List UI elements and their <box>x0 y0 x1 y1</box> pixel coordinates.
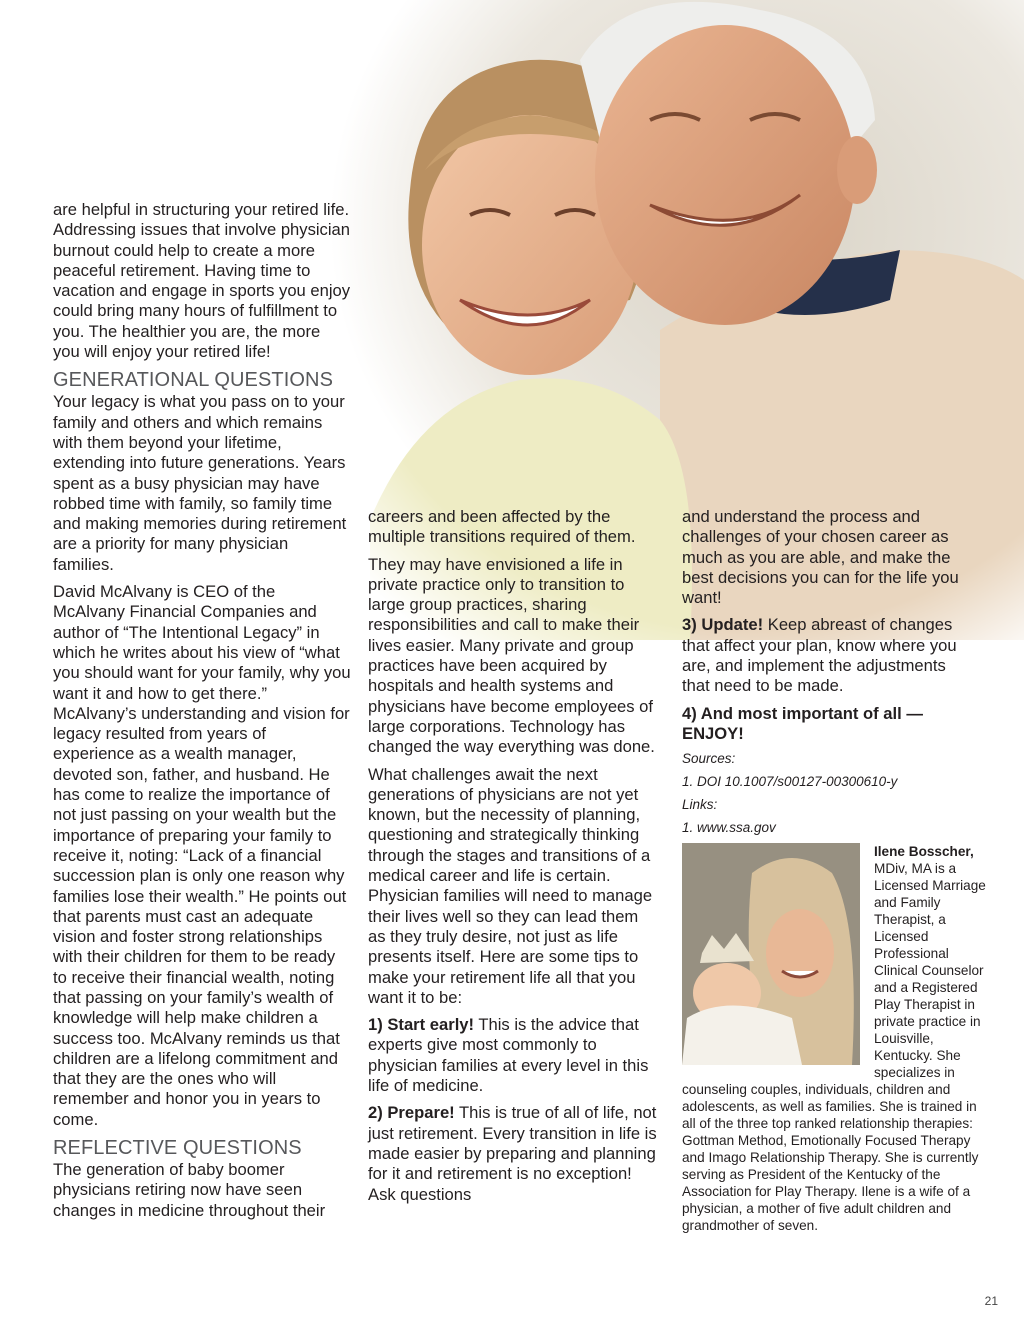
links-label: Links: <box>682 797 718 813</box>
author-name: Ilene Bosscher, <box>874 844 974 859</box>
sources-block <box>682 751 972 836</box>
author-bio-text: MDiv, MA is a Licensed Marriage and Family Therapist, a Licensed Professional Clinical Counselor and a Registered Play Therapist in private practice in Louisville, Kentucky. She specializes in counseling couples, individuals, children and adolescents, as well as families. She is trained in all of the three top ranked relationship therapies: Gottman Method, Emotionally Focused Therapy and Imago Relationship Therapy. She is currently serving as President of the Kentucky of the Association for Play Therapy. Ilene is a wife of a physician, a mother of five adult children and grandmother of seven. <box>682 861 986 1233</box>
source-1: 1. DOI 10.1007/s00127-00300610-y <box>682 774 898 790</box>
column2-paragraph-3: What challenges await the next generations of physicians are not yet known, but the necessity of planning, questioning and strategically thinking through the stages and transitions of a medical career and life is certain. Physician families will need to manage their lives well so they can lead them as they truly desire, not just as life presents itself. Here are some tips to make your retirement life all that you want it to be: <box>368 764 653 1007</box>
tip-1-text: This is the advice that experts give most commonly to physician families at every level in this life of medicine. <box>368 1015 649 1096</box>
tip-3 <box>682 615 972 696</box>
tip-2 <box>368 1103 658 1204</box>
tip-4-label: 4) And most important of all — ENJOY! <box>682 703 923 743</box>
sources-label: Sources: <box>682 751 736 767</box>
tip-3-label: 3) Update! <box>682 615 764 635</box>
heading-reflective-questions: REFLECTIVE QUESTIONS <box>53 1137 302 1160</box>
column-3 <box>682 507 972 843</box>
column2-paragraph-2: They may have envisioned a life in private practice only to transition to large group practices, sharing responsibilities and call to make their lives easier. Many private and group practices have been acquired by hospitals and health systems and physicians have become employees of large corporations. Technology has changed the way everything was done. <box>368 554 655 757</box>
tip-2-label: 2) Prepare! <box>368 1103 455 1123</box>
link-1[interactable]: 1. www.ssa.gov <box>682 820 776 836</box>
generational-paragraph-1: Your legacy is what you pass on to your family and others and which remains with them beyond your lifetime, extending into future generations. Years spent as a busy physician may have robbed time with family, so family time and making memories during retirement are a priority for many physician families. <box>53 392 347 574</box>
tip-1 <box>368 1015 658 1096</box>
column-1 <box>53 200 351 1221</box>
tip-4 <box>682 704 972 745</box>
column3-paragraph-1: and understand the process and challenges of your chosen career as much as you are able, and make the best decisions you can for the life you want! <box>682 507 959 608</box>
author-photo <box>682 843 860 1065</box>
heading-generational-questions: GENERATIONAL QUESTIONS <box>53 369 334 392</box>
page-number: 21 <box>984 1294 998 1308</box>
intro-paragraph: are helpful in structuring your retired life. Addressing issues that involve physician burnout could help to create a more peaceful retirement. Having time to vacation and engage in sports you enjoy could bring many hours of fulfillment to you. The healthier you are, the more you will enjoy your retired life! <box>53 200 351 362</box>
column2-paragraph-1: careers and been affected by the multiple transitions required of them. <box>368 507 636 547</box>
tip-2-text: This is true of all of life, not just retirement. Every transition in life is made easier by preparing and planning for it and retirement is no exception! Ask questions <box>368 1103 657 1204</box>
generational-paragraph-2: David McAlvany is CEO of the McAlvany Financial Companies and author of “The Intentional Legacy” in which he writes about his view of “what you should want for your family, why you want it and how to get there.” McAlvany’s understanding and vision for legacy resulted from years of experience as a wealth manager, devoted son, father, and husband. He has come to realize the importance of not just passing on your wealth but the importance of preparing your family to receive it, noting: “Lack of a financial succession plan is only one reason why families lose their wealth.” He points out that parents must cast an adequate vision and foster strong relationships with their children for them to be ready to receive their financial wealth, noting that passing on your family’s wealth of knowledge will help make children a success too. McAlvany reminds us that children are a lifelong commitment and that they are the ones who will remember and honor you in years to come. <box>53 582 351 1129</box>
author-bio <box>682 843 990 1234</box>
column-2 <box>368 507 658 1205</box>
reflective-paragraph-1: The generation of baby boomer physicians retiring now have seen changes in medicine throughout their <box>53 1160 326 1220</box>
tip-3-text: Keep abreast of changes that affect your plan, know where you are, and implement the adjustments that need to be made. <box>682 615 957 696</box>
tip-1-label: 1) Start early! <box>368 1015 475 1035</box>
